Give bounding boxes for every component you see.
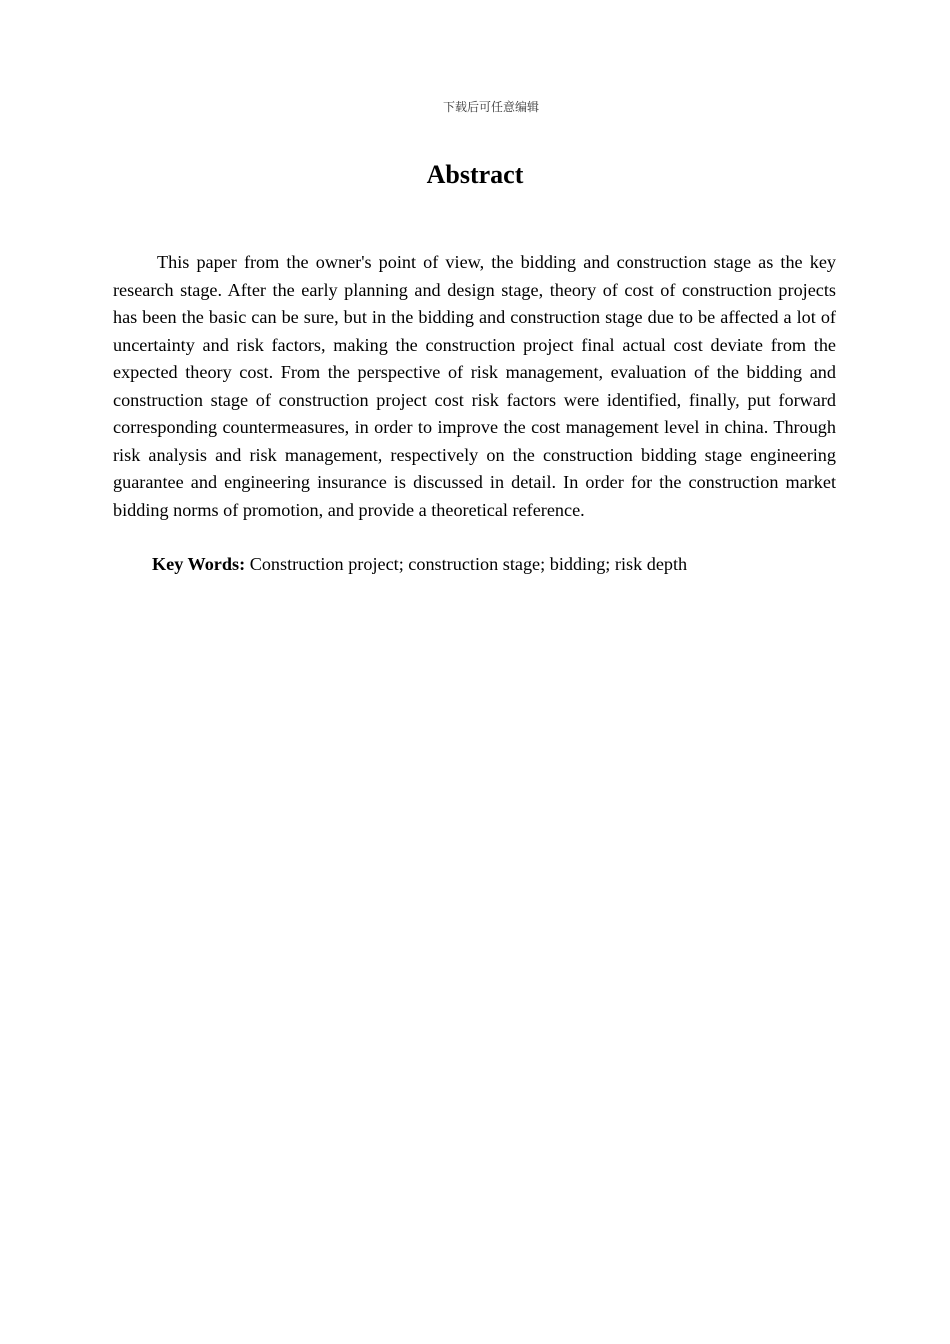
keywords-line bbox=[152, 551, 836, 579]
abstract-paragraph: This paper from the owner's point of view, the bidding and construction stage as the key research stage. After the early planning and design stage, theory of cost of construction projects has been the basic can be sure, but in the bidding and construction stage due to be affected a lot of uncertainty and risk factors, making the construction project final actual cost deviate from the expected theory cost. From the perspective of risk management, evaluation of the bidding and construction stage of construction project cost risk factors were identified, finally, put forward corresponding countermeasures, in order to improve the cost management level in china. Through risk analysis and risk management, respectively on the construction bidding stage engineering guarantee and engineering insurance is discussed in detail. In order for the construction market bidding norms of promotion, and provide a theoretical reference. bbox=[113, 252, 836, 520]
keywords-value: Construction project; construction stage; bidding; risk depth bbox=[249, 554, 688, 574]
header-note: 下载后可任意编辑 bbox=[442, 100, 539, 114]
keywords-label: Key Words: bbox=[152, 554, 246, 574]
page-title: Abstract bbox=[426, 160, 524, 189]
